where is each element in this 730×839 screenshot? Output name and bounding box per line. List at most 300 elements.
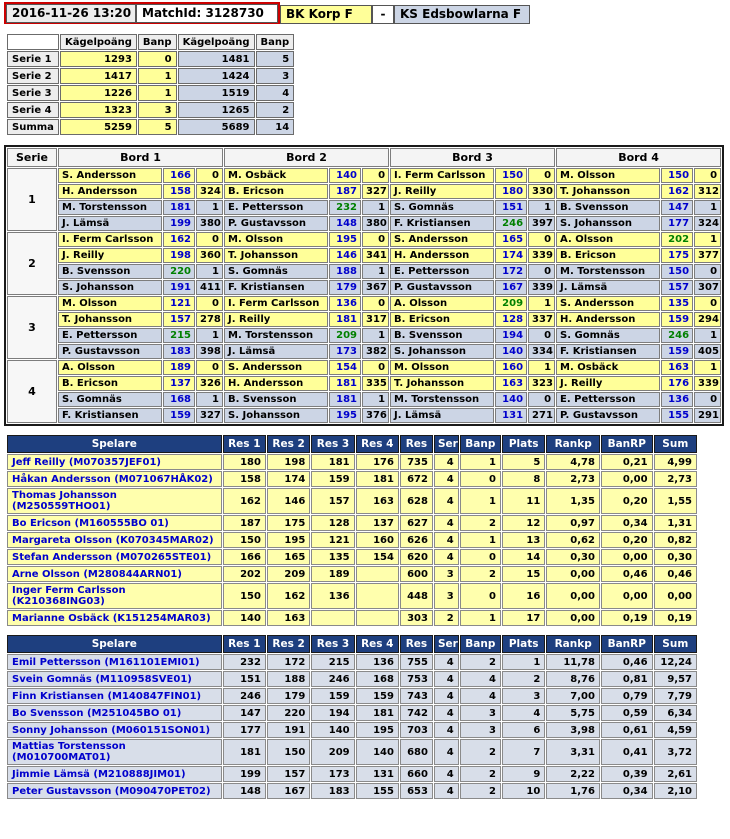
player-short-name: J. Lämsä <box>224 344 328 359</box>
serie-score: 162 <box>163 232 195 247</box>
serie-score: 160 <box>495 360 527 375</box>
player-name-link[interactable]: Arne Olsson (M280844ARN01) <box>7 566 222 582</box>
player-stat-value: 3 <box>434 583 459 609</box>
player-stat-value: 162 <box>223 488 266 514</box>
player-stat-value: 0,34 <box>601 783 653 799</box>
serie-score: 181 <box>163 200 195 215</box>
serie-score: 181 <box>329 392 361 407</box>
serie-score: 215 <box>163 328 195 343</box>
match-datetime: 2016-11-26 13:20 <box>6 4 136 23</box>
player-stat-value: 5 <box>502 454 545 470</box>
player-stat-value: 0,34 <box>601 515 653 531</box>
player-stat-value: 6,34 <box>654 705 697 721</box>
player-stat-value: 175 <box>267 515 310 531</box>
serie-score: 158 <box>163 184 195 199</box>
serie-score: 172 <box>495 264 527 279</box>
player-short-name: B. Svensson <box>390 328 494 343</box>
serie-score: 180 <box>495 184 527 199</box>
cumulative-score: 339 <box>528 248 555 263</box>
player-stat-value: 1,55 <box>654 488 697 514</box>
player-stat-value: 4 <box>434 454 459 470</box>
player-col-header-banp: Banp <box>460 435 501 453</box>
cumulative-score: 0 <box>528 168 555 183</box>
cumulative-score: 382 <box>362 344 389 359</box>
player-stat-value: 2 <box>460 783 501 799</box>
player-short-name: S. Johansson <box>58 280 162 295</box>
player-row <box>7 722 697 738</box>
summary-away-value: 1265 <box>178 102 255 118</box>
player-stat-value: 10 <box>502 783 545 799</box>
serie-score: 220 <box>163 264 195 279</box>
summary-away-value: 5689 <box>178 119 255 135</box>
player-name-link[interactable]: Mattias Torstensson (M010700MAT01) <box>7 739 222 765</box>
player-col-header-ser: Ser <box>434 435 459 453</box>
player-row <box>7 566 697 582</box>
serie-score: 135 <box>661 296 693 311</box>
cumulative-score: 0 <box>362 168 389 183</box>
player-col-header-rankp: Rankp <box>546 635 600 653</box>
player-stat-value: 155 <box>356 783 399 799</box>
player-stat-value: 209 <box>267 566 310 582</box>
serie-score: 159 <box>661 344 693 359</box>
player-stat-value: 1 <box>460 454 501 470</box>
player-row <box>7 654 697 670</box>
summary-home-value: 1293 <box>60 51 137 67</box>
player-stat-value: 5,75 <box>546 705 600 721</box>
cumulative-score: 398 <box>196 344 223 359</box>
summary-away-value: 14 <box>256 119 295 135</box>
cumulative-score: 360 <box>196 248 223 263</box>
player-stat-value: 15 <box>502 566 545 582</box>
player-col-header-res-2: Res 2 <box>267 635 310 653</box>
player-col-header-sum: Sum <box>654 435 697 453</box>
summary-home-value: 5259 <box>60 119 137 135</box>
player-stat-value: 3,72 <box>654 739 697 765</box>
player-stat-value: 150 <box>267 739 310 765</box>
cumulative-score: 337 <box>528 312 555 327</box>
serie-score: 181 <box>329 312 361 327</box>
cumulative-score: 335 <box>362 376 389 391</box>
player-stat-value: 703 <box>400 722 433 738</box>
cumulative-score: 312 <box>694 184 721 199</box>
cumulative-score: 0 <box>196 168 223 183</box>
player-stat-value <box>356 610 399 626</box>
cumulative-score: 0 <box>362 232 389 247</box>
serie-score: 150 <box>495 168 527 183</box>
cumulative-score: 377 <box>694 248 721 263</box>
player-stat-value: 4,59 <box>654 722 697 738</box>
player-short-name: H. Andersson <box>224 376 328 391</box>
cumulative-score: 317 <box>362 312 389 327</box>
player-col-header-sum: Sum <box>654 635 697 653</box>
player-short-name: J. Lämsä <box>556 280 660 295</box>
player-short-name: B. Svensson <box>556 200 660 215</box>
player-stat-value: 448 <box>400 583 433 609</box>
player-name-link[interactable]: Finn Kristiansen (M140847FIN01) <box>7 688 222 704</box>
player-stat-value: 3,31 <box>546 739 600 765</box>
player-stat-value: 140 <box>356 739 399 765</box>
player-short-name: M. Torstensson <box>224 328 328 343</box>
player-col-header-res: Res <box>400 635 433 653</box>
player-stat-value: 220 <box>267 705 310 721</box>
cumulative-score: 0 <box>196 232 223 247</box>
player-stat-value: 653 <box>400 783 433 799</box>
cumulative-score: 339 <box>528 280 555 295</box>
player-stat-value: 9 <box>502 766 545 782</box>
summary-corner-cell <box>7 34 59 50</box>
player-stat-value: 181 <box>356 705 399 721</box>
serie-score: 128 <box>495 312 527 327</box>
cumulative-score: 1 <box>362 264 389 279</box>
player-stat-value: 181 <box>356 471 399 487</box>
player-short-name: A. Olsson <box>58 360 162 375</box>
summary-col-header: Kägelpoäng <box>178 34 255 50</box>
summary-away-value: 3 <box>256 68 295 84</box>
lane-score-row <box>7 264 721 279</box>
player-col-header-res-3: Res 3 <box>311 635 354 653</box>
player-short-name: T. Johansson <box>224 248 328 263</box>
serie-score: 151 <box>495 200 527 215</box>
player-stat-value: 165 <box>267 549 310 565</box>
cumulative-score: 323 <box>528 376 555 391</box>
player-short-name: S. Gomnäs <box>58 392 162 407</box>
serie-score: 194 <box>495 328 527 343</box>
summary-away-value: 4 <box>256 85 295 101</box>
cumulative-score: 1 <box>196 328 223 343</box>
home-team-name: BK Korp F <box>280 5 372 24</box>
player-short-name: M. Olsson <box>556 168 660 183</box>
player-stat-value: 16 <box>502 583 545 609</box>
player-stat-value: 7,00 <box>546 688 600 704</box>
cumulative-score: 1 <box>528 296 555 311</box>
cumulative-score: 0 <box>362 360 389 375</box>
cumulative-score: 271 <box>528 408 555 423</box>
serie-score: 148 <box>329 216 361 231</box>
bord-col-header: Bord 2 <box>224 148 389 167</box>
player-short-name: M. Olsson <box>224 232 328 247</box>
serie-score: 191 <box>163 280 195 295</box>
player-short-name: S. Andersson <box>224 360 328 375</box>
summary-away-value: 1481 <box>178 51 255 67</box>
cumulative-score: 0 <box>528 264 555 279</box>
serie-score: 155 <box>661 408 693 423</box>
player-stat-value: 2,73 <box>654 471 697 487</box>
cumulative-score: 324 <box>694 216 721 231</box>
player-row <box>7 488 697 514</box>
serie-score: 150 <box>661 168 693 183</box>
player-stat-value: 0,46 <box>601 566 653 582</box>
player-stat-value: 150 <box>223 532 266 548</box>
serie-score: 209 <box>495 296 527 311</box>
player-short-name: B. Ericson <box>390 312 494 327</box>
player-short-name: S. Gomnäs <box>556 328 660 343</box>
player-name-link[interactable]: Peter Gustavsson (M090470PET02) <box>7 783 222 799</box>
serie-score: 202 <box>661 232 693 247</box>
player-short-name: E. Pettersson <box>58 328 162 343</box>
player-name-link[interactable]: Inger Ferm Carlsson (K210368ING03) <box>7 583 222 609</box>
player-name-link[interactable]: Stefan Andersson (M070265STE01) <box>7 549 222 565</box>
serie-score: 167 <box>495 280 527 295</box>
lane-score-row <box>7 328 721 343</box>
player-stat-value: 209 <box>311 739 354 765</box>
cumulative-score: 0 <box>694 264 721 279</box>
cumulative-score: 0 <box>528 328 555 343</box>
player-stat-value: 0,21 <box>601 454 653 470</box>
cumulative-score: 397 <box>528 216 555 231</box>
cumulative-score: 405 <box>694 344 721 359</box>
serie-score: 246 <box>661 328 693 343</box>
player-stat-value: 151 <box>223 671 266 687</box>
summary-row <box>7 85 294 101</box>
summary-home-value: 1417 <box>60 68 137 84</box>
player-short-name: M. Olsson <box>390 360 494 375</box>
player-stat-value: 742 <box>400 705 433 721</box>
player-stat-value: 246 <box>311 671 354 687</box>
player-stat-value: 753 <box>400 671 433 687</box>
player-stat-value: 626 <box>400 532 433 548</box>
serie-score: 131 <box>495 408 527 423</box>
serie-score: 195 <box>329 232 361 247</box>
player-stat-value: 4 <box>434 549 459 565</box>
summary-row <box>7 51 294 67</box>
serie-score: 140 <box>495 344 527 359</box>
player-short-name: F. Kristiansen <box>58 408 162 423</box>
player-stat-value: 0,79 <box>601 688 653 704</box>
player-stat-value: 147 <box>223 705 266 721</box>
player-short-name: M. Osbäck <box>556 360 660 375</box>
player-stat-value: 2 <box>460 566 501 582</box>
player-short-name: B. Ericson <box>224 184 328 199</box>
player-stat-value <box>356 566 399 582</box>
cumulative-score: 1 <box>528 200 555 215</box>
player-stat-value: 3 <box>434 566 459 582</box>
player-short-name: F. Kristiansen <box>556 344 660 359</box>
cumulative-score: 278 <box>196 312 223 327</box>
player-stat-value: 0,46 <box>601 654 653 670</box>
player-stat-value: 628 <box>400 488 433 514</box>
player-short-name: M. Torstensson <box>390 392 494 407</box>
serie-number: 1 <box>7 168 57 231</box>
player-name-link[interactable]: Svein Gomnäs (M110958SVE01) <box>7 671 222 687</box>
player-name-link[interactable]: Håkan Andersson (M071067HÅK02) <box>7 471 222 487</box>
player-stat-value: 1,31 <box>654 515 697 531</box>
cumulative-score: 1 <box>694 328 721 343</box>
player-name-link[interactable]: Bo Ericson (M160555BO 01) <box>7 515 222 531</box>
player-short-name: A. Olsson <box>390 296 494 311</box>
serie-score: 136 <box>329 296 361 311</box>
player-stat-value: 4 <box>434 688 459 704</box>
player-name-link[interactable]: Sonny Johansson (M060151SON01) <box>7 722 222 738</box>
player-stat-value: 17 <box>502 610 545 626</box>
player-stat-value: 0,19 <box>601 610 653 626</box>
player-stat-value: 3 <box>460 722 501 738</box>
player-col-header-res-4: Res 4 <box>356 435 399 453</box>
player-short-name: M. Torstensson <box>58 200 162 215</box>
player-stat-value: 194 <box>311 705 354 721</box>
player-stat-value: 180 <box>223 454 266 470</box>
summary-home-value: 1323 <box>60 102 137 118</box>
player-row <box>7 671 697 687</box>
player-stat-value: 8 <box>502 471 545 487</box>
player-short-name: E. Pettersson <box>556 392 660 407</box>
serie-score: 163 <box>495 376 527 391</box>
player-stat-value: 202 <box>223 566 266 582</box>
player-stat-value: 0,00 <box>546 583 600 609</box>
player-name-link[interactable]: Emil Pettersson (M161101EMI01) <box>7 654 222 670</box>
player-short-name: I. Ferm Carlsson <box>390 168 494 183</box>
serie-score: 154 <box>329 360 361 375</box>
player-row <box>7 515 697 531</box>
player-short-name: S. Andersson <box>556 296 660 311</box>
cumulative-score: 1 <box>528 360 555 375</box>
summary-col-header: Banp <box>256 34 295 50</box>
serie-score: 121 <box>163 296 195 311</box>
player-stat-value: 303 <box>400 610 433 626</box>
lane-score-row <box>7 232 721 247</box>
player-stat-value: 9,57 <box>654 671 697 687</box>
serie-score: 232 <box>329 200 361 215</box>
player-col-header-res-1: Res 1 <box>223 435 266 453</box>
serie-score: 187 <box>329 184 361 199</box>
bord-col-header: Bord 1 <box>58 148 223 167</box>
player-stat-value: 137 <box>356 515 399 531</box>
player-stat-value: 4 <box>460 671 501 687</box>
player-short-name: J. Lämsä <box>390 408 494 423</box>
player-stat-value: 8,76 <box>546 671 600 687</box>
player-stat-value: 2 <box>460 766 501 782</box>
serie-score: 166 <box>163 168 195 183</box>
player-short-name: S. Johansson <box>556 216 660 231</box>
player-short-name: A. Olsson <box>556 232 660 247</box>
cumulative-score: 334 <box>528 344 555 359</box>
cumulative-score: 341 <box>362 248 389 263</box>
player-stat-value: 0,97 <box>546 515 600 531</box>
player-short-name: F. Kristiansen <box>390 216 494 231</box>
summary-row <box>7 119 294 135</box>
player-stat-value: 0,59 <box>601 705 653 721</box>
cumulative-score: 1 <box>196 200 223 215</box>
serie-score: 140 <box>329 168 361 183</box>
player-stat-value: 0,00 <box>654 583 697 609</box>
bord-col-header: Bord 4 <box>556 148 721 167</box>
player-name-link[interactable]: Bo Svensson (M251045BO 01) <box>7 705 222 721</box>
player-stat-value: 4,78 <box>546 454 600 470</box>
match-id: MatchId: 3128730 <box>136 4 278 23</box>
serie-score: 163 <box>661 360 693 375</box>
player-stat-value: 0,82 <box>654 532 697 548</box>
serie-score: 177 <box>661 216 693 231</box>
player-row <box>7 688 697 704</box>
player-stat-value: 246 <box>223 688 266 704</box>
player-stat-value: 160 <box>356 532 399 548</box>
player-name-link[interactable]: Thomas Johansson (M250559THO01) <box>7 488 222 514</box>
player-stat-value: 620 <box>400 549 433 565</box>
player-stat-value: 146 <box>267 488 310 514</box>
player-row <box>7 454 697 470</box>
lane-score-row <box>7 184 721 199</box>
summary-away-value: 1424 <box>178 68 255 84</box>
serie-score: 136 <box>661 392 693 407</box>
player-stat-value: 0 <box>460 583 501 609</box>
player-short-name: T. Johansson <box>58 312 162 327</box>
player-stat-value: 154 <box>356 549 399 565</box>
player-stat-value: 195 <box>267 532 310 548</box>
player-stat-value: 0,19 <box>654 610 697 626</box>
player-short-name: H. Andersson <box>556 312 660 327</box>
lane-score-row <box>7 168 721 183</box>
player-short-name: E. Pettersson <box>224 200 328 215</box>
player-stat-value: 157 <box>311 488 354 514</box>
player-stat-value: 2 <box>460 654 501 670</box>
player-short-name: J. Reilly <box>556 376 660 391</box>
player-stat-value: 215 <box>311 654 354 670</box>
player-stat-value: 0,46 <box>654 566 697 582</box>
cumulative-score: 330 <box>528 184 555 199</box>
player-stat-value: 0,00 <box>601 549 653 565</box>
lane-score-row <box>7 392 721 407</box>
player-stat-value: 7,79 <box>654 688 697 704</box>
player-col-header-res-2: Res 2 <box>267 435 310 453</box>
player-stat-value: 0,20 <box>601 488 653 514</box>
summary-col-header: Kägelpoäng <box>60 34 137 50</box>
player-stat-value: 12,24 <box>654 654 697 670</box>
player-stat-value: 1 <box>460 610 501 626</box>
player-row <box>7 610 697 626</box>
summary-away-value: 2 <box>256 102 295 118</box>
cumulative-score: 307 <box>694 280 721 295</box>
cumulative-score: 0 <box>694 296 721 311</box>
cumulative-score: 411 <box>196 280 223 295</box>
player-row <box>7 766 697 782</box>
player-short-name: P. Gustavsson <box>224 216 328 231</box>
player-stat-value: 128 <box>311 515 354 531</box>
player-stat-value: 3 <box>502 688 545 704</box>
player-stat-value: 1,76 <box>546 783 600 799</box>
lane-score-row <box>7 296 721 311</box>
player-name-link[interactable]: Margareta Olsson (K070345MAR02) <box>7 532 222 548</box>
player-name-link[interactable]: Marianne Osbäck (K151254MAR03) <box>7 610 222 626</box>
player-stat-value: 181 <box>311 454 354 470</box>
player-stat-value: 198 <box>267 454 310 470</box>
player-short-name: S. Gomnäs <box>224 264 328 279</box>
player-stat-value: 183 <box>311 783 354 799</box>
player-stat-value: 0,00 <box>546 610 600 626</box>
player-table-away <box>6 634 698 800</box>
lane-score-row <box>7 200 721 215</box>
player-short-name: J. Reilly <box>224 312 328 327</box>
player-stat-value: 4 <box>434 471 459 487</box>
player-name-link[interactable]: Jeff Reilly (M070357JEF01) <box>7 454 222 470</box>
player-stat-value: 195 <box>356 722 399 738</box>
player-stat-value: 0,30 <box>546 549 600 565</box>
player-stat-value: 158 <box>223 471 266 487</box>
player-col-header-spelare: Spelare <box>7 435 222 453</box>
player-col-header-banrp: BanRP <box>601 435 653 453</box>
player-short-name: B. Ericson <box>58 376 162 391</box>
serie-score: 181 <box>329 376 361 391</box>
player-short-name: S. Andersson <box>390 232 494 247</box>
player-row <box>7 532 697 548</box>
summary-home-value: 3 <box>138 102 177 118</box>
player-stat-value: 672 <box>400 471 433 487</box>
player-stat-value: 4 <box>434 671 459 687</box>
serie-score: 147 <box>661 200 693 215</box>
player-short-name: P. Gustavsson <box>390 280 494 295</box>
player-short-name: T. Johansson <box>390 376 494 391</box>
serie-score: 159 <box>661 312 693 327</box>
player-name-link[interactable]: Jimmie Lämsä (M210888JIM01) <box>7 766 222 782</box>
summary-row-label: Serie 2 <box>7 68 59 84</box>
